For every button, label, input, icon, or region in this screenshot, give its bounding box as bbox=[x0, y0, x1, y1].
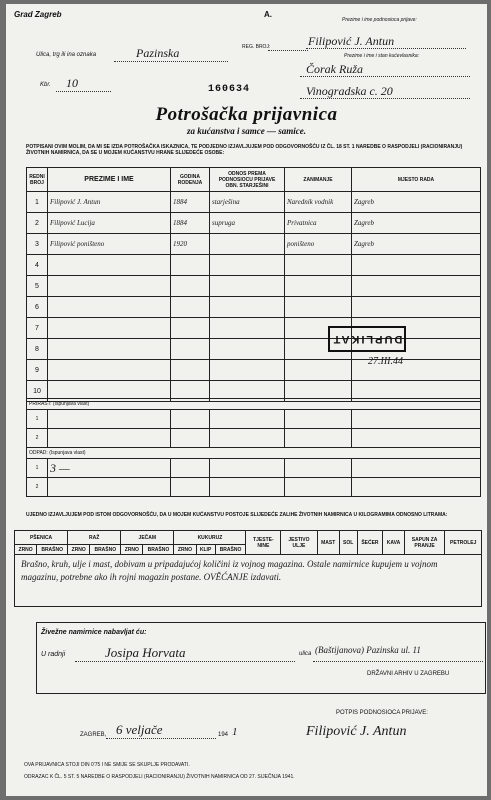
odpad-label: ODPAD: (Ispunjava vlast) bbox=[27, 448, 481, 459]
supply-shop-line bbox=[75, 661, 295, 662]
duplikat-stamp: DUPLIKAT bbox=[328, 326, 406, 352]
city-label: Grad Zagreb bbox=[14, 10, 62, 19]
person-relation bbox=[210, 276, 285, 297]
person-name bbox=[48, 297, 171, 318]
person-no: 5 bbox=[27, 276, 48, 297]
person-no: 6 bbox=[27, 297, 48, 318]
applicant-label: Prezime i ime podnosioca prijave: bbox=[342, 17, 417, 23]
person-name: Filipović J. Antun bbox=[48, 192, 171, 213]
col-year: GODINA RODENJA bbox=[171, 168, 210, 192]
person-year bbox=[171, 255, 210, 276]
table-row bbox=[27, 213, 481, 234]
stock-sub: BRAŠNO bbox=[37, 545, 68, 555]
house-label: Kbr. bbox=[40, 82, 51, 88]
signature-label: POTPIS PODNOSIOCA PRIJAVE: bbox=[336, 710, 428, 716]
stock-sub: KLIP bbox=[196, 545, 215, 555]
stock-sub: ZRNO bbox=[15, 545, 37, 555]
intro-text: POTPISANI OVIM MOLIM, DA MI SE IZDA POTROŠAČKA ISKAZNICA, TE PODJEDNO IZJAVLJUJEM POD ODGOVORNOŠĆU IZ ČL. 18 ST. 1 NAREDBE O RASPODJELI (RACIONIRANJU) ŽIVOTNIH NAMIRNICA, DA SE U MOJEM KUĆANSTVU HRANE SLIJEDEĆE OSOBE: bbox=[26, 144, 463, 156]
footer-price: OVA PRIJAVNICA STOJI DIN 0'75 I NE SMIJE SE SKUPLJE PRODAVATI. bbox=[24, 762, 190, 768]
person-year: 1920 bbox=[171, 234, 210, 255]
owner-line-1 bbox=[300, 76, 470, 77]
table-row bbox=[27, 234, 481, 255]
supply-street-line bbox=[313, 661, 483, 662]
letter-label: A. bbox=[264, 10, 272, 19]
year-suffix: 1 bbox=[232, 726, 238, 738]
stock-sub: BRAŠNO bbox=[215, 545, 246, 555]
stock-intro: UJEDNO IZJAVLJUJEM POD ISTOM ODGOVORNOŠĆU, DA U MOJEM KUĆANSTVU POSTOJE SLIJEDEĆE ZALIHE ŽIVOTNIH NAMIRNICA U KILOGRAMIMA ODNOSNO LITRAMA: bbox=[26, 512, 448, 518]
supply-label: Živežne namirnice nabavljat ću: bbox=[41, 629, 147, 636]
reg-line bbox=[268, 50, 308, 51]
person-no: 10 bbox=[27, 381, 48, 402]
person-year: 1884 bbox=[171, 192, 210, 213]
supply-shop-label: U radnji bbox=[41, 651, 66, 658]
stock-lard: MAST bbox=[317, 531, 339, 555]
owner-address: Vinogradska c. 20 bbox=[306, 84, 393, 98]
person-relation bbox=[210, 360, 285, 381]
person-no: 8 bbox=[27, 339, 48, 360]
odpad-value: 3 — bbox=[48, 459, 171, 478]
person-year bbox=[171, 297, 210, 318]
year-value: 194 bbox=[218, 732, 229, 738]
document-page bbox=[6, 4, 487, 796]
person-name bbox=[48, 276, 171, 297]
supply-street-value: (Baštijanova) Pazinska ul. 11 bbox=[315, 645, 421, 655]
owner-name: Čorak Ruža bbox=[306, 62, 363, 76]
signature-value: Filipović J. Antun bbox=[306, 724, 407, 739]
stock-sugar: ŠEĆER bbox=[357, 531, 383, 555]
person-relation bbox=[210, 255, 285, 276]
person-name bbox=[48, 255, 171, 276]
person-place: Zagreb bbox=[352, 192, 481, 213]
table-row bbox=[27, 360, 481, 381]
person-occupation bbox=[285, 255, 352, 276]
person-year bbox=[171, 360, 210, 381]
supply-street-label: ulica bbox=[299, 651, 312, 657]
stock-sub: ZRNO bbox=[68, 545, 90, 555]
person-occupation bbox=[285, 297, 352, 318]
person-no: 2 bbox=[27, 213, 48, 234]
person-no: 1 bbox=[27, 192, 48, 213]
stock-sub: ZRNO bbox=[121, 545, 143, 555]
col-no: REDNI BROJ bbox=[27, 168, 48, 192]
persons-table bbox=[26, 167, 481, 402]
stock-salt: SOL bbox=[339, 531, 357, 555]
person-occupation bbox=[285, 276, 352, 297]
margin-note: 27.III.44 bbox=[368, 356, 403, 367]
house-value: 10 bbox=[66, 76, 78, 90]
person-name bbox=[48, 339, 171, 360]
person-name: Filipović Lucija bbox=[48, 213, 171, 234]
stock-sub: ZRNO bbox=[174, 545, 196, 555]
person-place bbox=[352, 276, 481, 297]
person-relation bbox=[210, 318, 285, 339]
col-name: PREZIME I IME bbox=[48, 168, 171, 192]
person-relation bbox=[210, 297, 285, 318]
stock-corn: KUKURUZ bbox=[174, 531, 246, 545]
date-value: 6 veljače bbox=[116, 722, 163, 737]
person-relation bbox=[210, 234, 285, 255]
col-place: MJESTO RADA bbox=[352, 168, 481, 192]
person-place: Zagreb bbox=[352, 234, 481, 255]
person-place: Zagreb bbox=[352, 213, 481, 234]
person-no: 7 bbox=[27, 318, 48, 339]
prirast-table: PRIRAST: (Ispunjava vlast) 1 2 ODPAD: (Ispunjava vlast) 1 3 — 2 bbox=[26, 398, 481, 497]
person-year bbox=[171, 276, 210, 297]
archive-stamp: DRŽAVNI ARHIV U ZAGREBU bbox=[367, 671, 450, 677]
stock-coffee: KAVA bbox=[383, 531, 404, 555]
person-no: 3 bbox=[27, 234, 48, 255]
street-label: Ulica, trg ili ina oznaka bbox=[36, 52, 97, 58]
stock-note: Brašno, kruh, ulje i mast, dobivam u pripadajućoj količini iz vojnog magazina. Ostale namirnice kupujem u vojnom magazinu, potrebne ako ih rojni magazin postane. OVĚĆANJE izdavati. bbox=[15, 555, 482, 607]
table-row bbox=[27, 318, 481, 339]
person-occupation: poništeno bbox=[285, 234, 352, 255]
stock-pasta: TJESTE-NINE bbox=[246, 531, 281, 555]
owner-label: Prezime i ime i stan kućevlasnika: bbox=[344, 53, 420, 59]
col-relation: ODNOS PREMA PODNOSIOCU PRIJAVE OBN. STARJEŠINI bbox=[210, 168, 285, 192]
applicant-value: Filipović J. Antun bbox=[308, 34, 395, 48]
stock-table bbox=[14, 530, 482, 607]
table-row bbox=[27, 192, 481, 213]
stock-wheat: PŠENICA bbox=[15, 531, 68, 545]
date-place: ZAGREB, bbox=[80, 732, 107, 738]
person-name bbox=[48, 360, 171, 381]
supply-box bbox=[36, 622, 486, 694]
person-relation: starješina bbox=[210, 192, 285, 213]
house-line bbox=[56, 91, 111, 92]
form-subtitle: za kućanstva i samce — samice. bbox=[187, 126, 306, 136]
person-year bbox=[171, 339, 210, 360]
person-year bbox=[171, 318, 210, 339]
street-line bbox=[114, 61, 228, 62]
street-value: Pazinska bbox=[136, 46, 180, 60]
table-row bbox=[27, 255, 481, 276]
person-relation: supruga bbox=[210, 213, 285, 234]
owner-line-2 bbox=[300, 98, 470, 99]
serial-number: 160634 bbox=[208, 84, 251, 95]
person-place bbox=[352, 255, 481, 276]
person-name: Filipović poništeno bbox=[48, 234, 171, 255]
stock-sub: BRAŠNO bbox=[143, 545, 174, 555]
date-line bbox=[106, 738, 216, 739]
stock-sub: BRAŠNO bbox=[90, 545, 121, 555]
person-occupation: Privatnica bbox=[285, 213, 352, 234]
person-name bbox=[48, 318, 171, 339]
person-occupation bbox=[285, 360, 352, 381]
person-relation bbox=[210, 339, 285, 360]
col-occupation: ZANIMANJE bbox=[285, 168, 352, 192]
person-no: 9 bbox=[27, 360, 48, 381]
stock-petroleum: PETROLEJ bbox=[445, 531, 482, 555]
stock-barley: JEČAM bbox=[121, 531, 174, 545]
supply-shop-value: Josipa Horvata bbox=[105, 645, 186, 660]
person-no: 4 bbox=[27, 255, 48, 276]
table-row bbox=[27, 276, 481, 297]
stock-soap: SAPUN ZA PRANJE bbox=[404, 531, 445, 555]
person-place bbox=[352, 297, 481, 318]
prirast-label: PRIRAST: (Ispunjava vlast) bbox=[27, 399, 481, 410]
form-title: Potrošačka prijavnica bbox=[155, 104, 338, 125]
footer-regulation: ODRAZAC K ČL. 5 ST. 5 NAREDBE O RASPODJELI (RACIONIRANJU) ŽIVOTNIH NAMIRNICA OD 27. SIJEČNJA 1941. bbox=[24, 774, 295, 780]
applicant-line bbox=[306, 48, 466, 49]
reg-label: REG. BROJ: bbox=[242, 44, 271, 50]
table-row bbox=[27, 339, 481, 360]
person-occupation: Narednik vodnik bbox=[285, 192, 352, 213]
table-row bbox=[27, 297, 481, 318]
stock-rye: RAŽ bbox=[68, 531, 121, 545]
person-year: 1884 bbox=[171, 213, 210, 234]
stock-oil: JESTIVO ULJE bbox=[281, 531, 317, 555]
